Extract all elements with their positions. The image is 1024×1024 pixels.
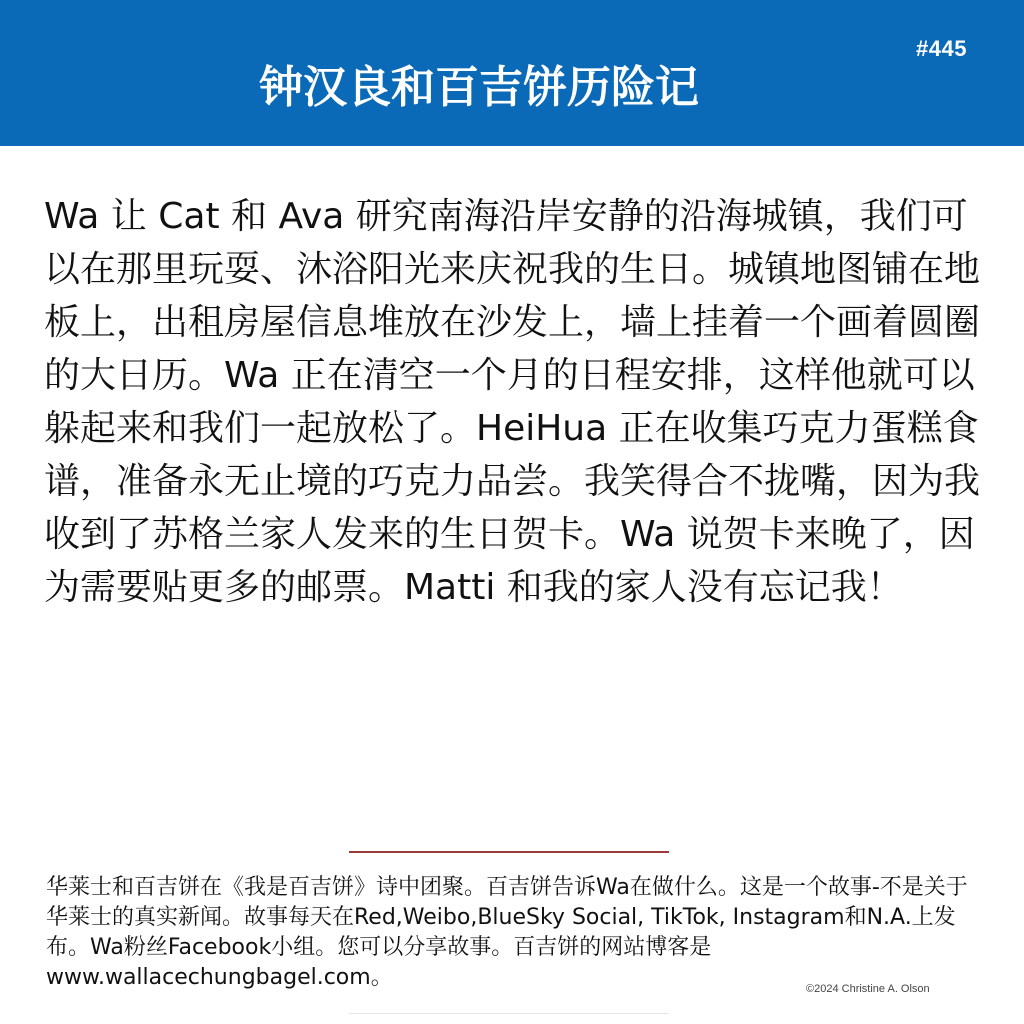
- bottom-divider: [349, 1013, 669, 1014]
- header-banner: [0, 0, 1024, 146]
- story-paragraph: Wa 让 Cat 和 Ava 研究南海沿岸安静的沿海城镇，我们可以在那里玩耍、沐浴阳光来庆祝我的生日。城镇地图铺在地板上，出租房屋信息堆放在沙发上，墙上挂着一个画着圆圈的大日历。Wa 正在清空一个月的日程安排，这样他就可以躲起来和我们一起放松了。HeiHua 正在收集巧克力蛋糕食谱，准备永无止境的巧克力品尝。我笑得合不拢嘴，因为我收到了苏格兰家人发来的生日贺卡。Wa 说贺卡来晚了，因为需要贴更多的邮票。Matti 和我的家人没有忘记我！: [44, 196, 981, 608]
- issue-number: #445: [916, 36, 967, 61]
- page-title: 钟汉良和百吉饼历险记: [259, 62, 699, 113]
- divider-line: [349, 851, 669, 853]
- footer-note: 华莱士和百吉饼在《我是百吉饼》诗中团聚。百吉饼告诉Wa在做什么。这是一个故事-不是关于华莱士的真实新闻。故事每天在Red,Weibo,BlueSky Social, TikTok, Instagram和N.A.上发布。Wa粉丝Facebook小组。您可以分享故事。百吉饼的网站博客是www.wallacechungbagel.com。: [46, 875, 968, 990]
- copyright-text: ©2024 Christine A. Olson: [806, 983, 930, 995]
